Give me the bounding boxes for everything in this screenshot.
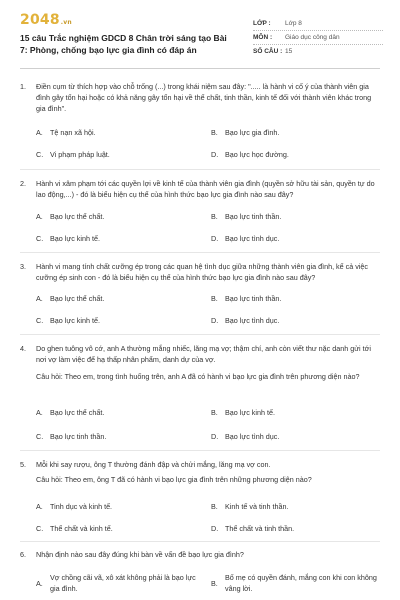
option-text: Thể chất và kinh tế. bbox=[50, 524, 113, 533]
option-text: Bạo lực thể chất. bbox=[50, 212, 105, 221]
question-6 bbox=[20, 549, 380, 560]
option-text: Tinh dục và kinh tế. bbox=[50, 502, 113, 511]
question-number: 5. bbox=[20, 460, 26, 469]
question-divider bbox=[20, 334, 380, 335]
option-letter: D. bbox=[211, 234, 219, 243]
question-body: Mỗi khi say rượu, ông T thường đánh đập và chửi mắng, lăng mạ vợ con. bbox=[36, 460, 271, 469]
option-text: Tệ nạn xã hội. bbox=[50, 128, 96, 137]
question-body: Nhận định nào sau đây đúng khi bàn về vấn đề bạo lực gia đình? bbox=[36, 550, 244, 559]
question-1 bbox=[20, 81, 380, 114]
question-3 bbox=[20, 261, 380, 283]
option-d[interactable] bbox=[211, 149, 381, 160]
option-letter: B. bbox=[211, 502, 218, 511]
option-b[interactable] bbox=[211, 407, 381, 418]
header-divider bbox=[20, 68, 380, 69]
option-c[interactable] bbox=[36, 149, 206, 160]
question-number: 2. bbox=[20, 179, 26, 188]
option-text: Vợ chồng cãi vã, xô xát không phải là bạo lực gia đình. bbox=[50, 573, 196, 593]
option-letter: A. bbox=[36, 128, 43, 137]
question-2 bbox=[20, 178, 380, 200]
option-b[interactable] bbox=[211, 211, 381, 222]
option-text: Bạo lực tình dục. bbox=[225, 234, 280, 243]
option-c[interactable] bbox=[36, 523, 206, 534]
option-c[interactable] bbox=[36, 233, 206, 244]
option-text: Bạo lực kinh tế. bbox=[225, 408, 275, 417]
question-body: Do ghen tuông vô cớ, anh A thường mắng nhiếc, lăng mạ vợ; thậm chí, anh còn viết thư nặc danh gửi tới nơi vợ làm việc để hạ thấp nhân phẩm, danh dự của vợ. bbox=[36, 344, 371, 364]
option-text: Kinh tế và tinh thần. bbox=[225, 502, 289, 511]
option-letter: C. bbox=[36, 234, 44, 243]
logo-suffix: .vn bbox=[60, 19, 72, 26]
option-b[interactable] bbox=[211, 293, 381, 304]
option-letter: A. bbox=[36, 578, 43, 588]
option-a[interactable] bbox=[36, 407, 206, 418]
question-4 bbox=[20, 343, 380, 382]
question-5 bbox=[20, 459, 380, 485]
meta-label: LỚP : bbox=[253, 20, 271, 27]
question-body: Điền cụm từ thích hợp vào chỗ trống (...) trong khái niệm sau đây: "..... là hành vi cố ý của thành viên gia đình gây tổn hại hoặc có khả năng gây tổn hại về thể chất, tinh thần, kinh tế đối với thành viên khác trong gia đình". bbox=[36, 82, 372, 113]
option-letter: A. bbox=[36, 294, 43, 303]
option-d[interactable] bbox=[211, 431, 381, 442]
option-text: Bạo lực gia đình. bbox=[225, 128, 280, 137]
option-letter: A. bbox=[36, 212, 43, 221]
question-text bbox=[20, 261, 380, 283]
option-letter: B. bbox=[211, 212, 218, 221]
option-letter: B. bbox=[211, 408, 218, 417]
option-text: Bạo lực tình dục. bbox=[225, 316, 280, 325]
option-a[interactable] bbox=[36, 572, 206, 594]
question-number: 6. bbox=[20, 550, 26, 559]
logo-text: 2048 bbox=[20, 12, 60, 28]
question-number: 3. bbox=[20, 262, 26, 271]
meta-row-count bbox=[253, 45, 383, 58]
document-header bbox=[0, 0, 400, 66]
question-text bbox=[20, 81, 380, 114]
option-a[interactable] bbox=[36, 127, 206, 138]
option-a[interactable] bbox=[36, 293, 206, 304]
option-text: Bạo lực kinh tế. bbox=[50, 234, 100, 243]
meta-label: SỐ CÂU : bbox=[253, 48, 283, 55]
option-letter: D. bbox=[211, 524, 219, 533]
option-c[interactable] bbox=[36, 315, 206, 326]
question-divider bbox=[20, 169, 380, 170]
question-number: 1. bbox=[20, 82, 26, 91]
option-letter: C. bbox=[36, 524, 44, 533]
option-d[interactable] bbox=[211, 523, 381, 534]
page-title: 15 câu Trắc nghiệm GDCD 8 Chân trời sáng tạo Bài 7: Phòng, chống bạo lực gia đình có đáp án bbox=[20, 33, 227, 55]
option-a[interactable] bbox=[36, 211, 206, 222]
option-d[interactable] bbox=[211, 233, 381, 244]
option-letter: B. bbox=[211, 128, 218, 137]
option-letter: B. bbox=[211, 294, 218, 303]
meta-value: Giáo dục công dân bbox=[285, 34, 340, 41]
option-text: Bạo lực tình dục. bbox=[225, 432, 280, 441]
option-letter: A. bbox=[36, 502, 43, 511]
meta-label: MÔN : bbox=[253, 34, 273, 41]
meta-value: 15 bbox=[285, 48, 293, 55]
option-letter: B. bbox=[211, 578, 218, 588]
meta-info-table bbox=[253, 17, 383, 58]
option-letter: D. bbox=[211, 316, 219, 325]
option-letter: C. bbox=[36, 432, 44, 441]
option-text: Bạo lực kinh tế. bbox=[50, 316, 100, 325]
option-letter: C. bbox=[36, 150, 44, 159]
option-letter: D. bbox=[211, 432, 219, 441]
option-text: Thể chất và tinh thần. bbox=[225, 524, 295, 533]
question-text bbox=[20, 178, 380, 200]
option-text: Bố mẹ có quyền đánh, mắng con khi con không vâng lời. bbox=[225, 573, 377, 593]
option-a[interactable] bbox=[36, 501, 206, 512]
question-divider bbox=[20, 450, 380, 451]
question-subtext: Câu hỏi: Theo em, trong tình huống trên, anh A đã có hành vi bạo lực gia đình trên phương diện nào? bbox=[36, 372, 360, 381]
option-b[interactable] bbox=[211, 501, 381, 512]
option-b[interactable] bbox=[211, 127, 381, 138]
question-divider bbox=[20, 541, 380, 542]
option-text: Bạo lực thể chất. bbox=[50, 408, 105, 417]
question-text bbox=[20, 459, 380, 470]
meta-row-subject bbox=[253, 31, 383, 45]
meta-row-grade bbox=[253, 17, 383, 31]
option-letter: C. bbox=[36, 316, 44, 325]
option-text: Bạo lực thể chất. bbox=[50, 294, 105, 303]
option-text: Vi phạm pháp luật. bbox=[50, 150, 110, 159]
option-text: Bạo lực tinh thần. bbox=[225, 294, 282, 303]
site-logo[interactable] bbox=[20, 12, 72, 28]
question-body: Hành vi xâm phạm tới các quyền lợi về kinh tế của thành viên gia đình (quyền sở hữu tài sản, quyền tự do lao động,...) - đó là biểu hiện cụ thể của hình thức bạo lực gia đình nào sau đây? bbox=[36, 179, 375, 199]
option-d[interactable] bbox=[211, 315, 381, 326]
question-body: Hành vi mang tính chất cưỡng ép trong các quan hệ tình dục giữa những thành viên gia đình, kể cả việc cưỡng ép sinh con - đó là biểu hiện cụ thể của hình thức bạo lực gia đình nào sau đây? bbox=[36, 262, 369, 282]
option-b[interactable] bbox=[211, 572, 381, 594]
option-text: Bạo lực tinh thần. bbox=[225, 212, 282, 221]
question-divider bbox=[20, 252, 380, 253]
question-text bbox=[20, 343, 380, 365]
question-text bbox=[20, 549, 380, 560]
option-letter: A. bbox=[36, 408, 43, 417]
option-letter: D. bbox=[211, 150, 219, 159]
option-c[interactable] bbox=[36, 431, 206, 442]
question-number: 4. bbox=[20, 344, 26, 353]
option-text: Bạo lực học đường. bbox=[225, 150, 289, 159]
meta-value: Lớp 8 bbox=[285, 20, 302, 27]
question-subtext: Câu hỏi: Theo em, ông T đã có hành vi bạo lực gia đình trên những phương diện nào? bbox=[36, 475, 312, 484]
option-text: Bạo lực tinh thần. bbox=[50, 432, 107, 441]
